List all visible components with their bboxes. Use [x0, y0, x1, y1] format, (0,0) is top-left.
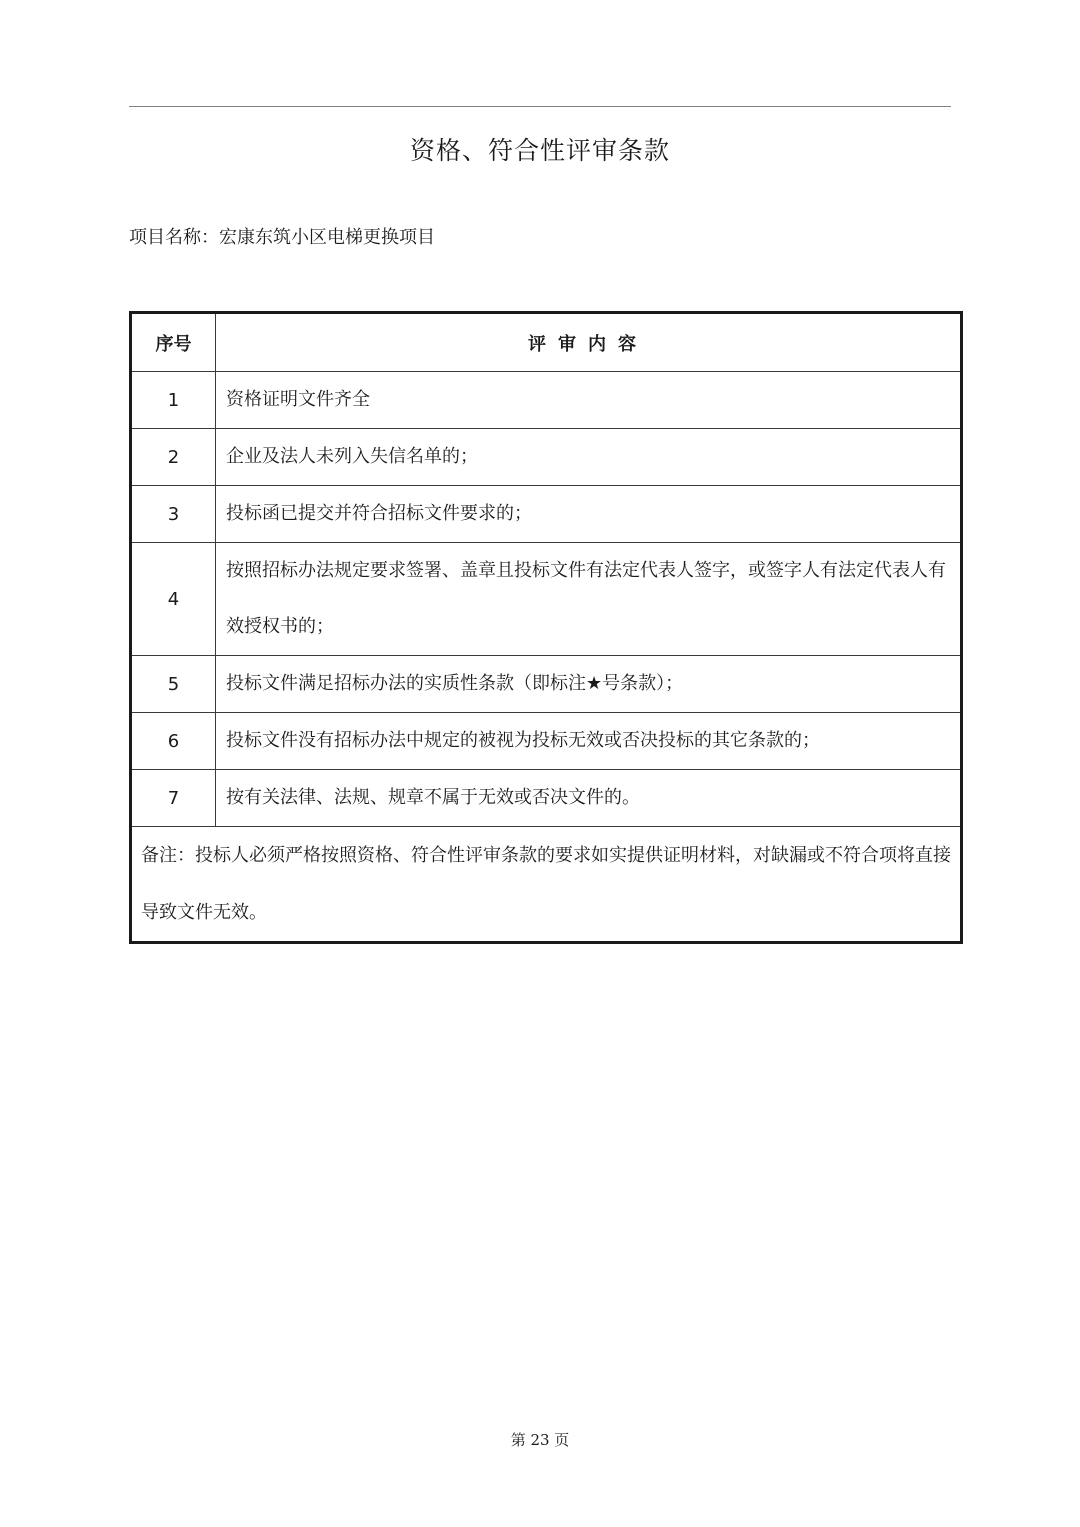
table-row: [131, 372, 962, 429]
row-number: 7: [131, 770, 216, 827]
row-number: 4: [131, 543, 216, 656]
table-row: [131, 486, 962, 543]
header-rule: [129, 106, 951, 107]
table-row: [131, 543, 962, 656]
page-number: 第 23 页: [510, 1431, 570, 1449]
table-row: [131, 429, 962, 486]
table-header-row: [131, 313, 962, 372]
row-number: 1: [131, 372, 216, 429]
document-title: 资格、符合性评审条款: [409, 136, 670, 165]
row-number: 6: [131, 713, 216, 770]
row-number: 3: [131, 486, 216, 543]
row-content: 按有关法律、法规、规章不属于无效或否决文件的。: [216, 770, 962, 827]
row-content: 投标文件没有招标办法中规定的被视为投标无效或否决投标的其它条款的；: [216, 713, 962, 770]
header-content: 评审内容: [216, 313, 962, 372]
header-no: 序号: [131, 313, 216, 372]
table-note-row: [131, 827, 962, 943]
table-note: 备注：投标人必须严格按照资格、符合性评审条款的要求如实提供证明材料，对缺漏或不符合项将直接导致文件无效。: [131, 827, 962, 943]
row-content: 按照招标办法规定要求签署、盖章且投标文件有法定代表人签字，或签字人有法定代表人有效授权书的；: [216, 543, 962, 656]
table-row: [131, 770, 962, 827]
project-name: 项目名称：宏康东筑小区电梯更换项目: [129, 227, 435, 248]
evaluation-table: [129, 311, 963, 944]
row-content: 投标文件满足招标办法的实质性条款（即标注★号条款）；: [216, 656, 962, 713]
table-row: [131, 713, 962, 770]
row-number: 5: [131, 656, 216, 713]
row-content: 投标函已提交并符合招标文件要求的；: [216, 486, 962, 543]
row-content: 资格证明文件齐全: [216, 372, 962, 429]
row-content: 企业及法人未列入失信名单的；: [216, 429, 962, 486]
table-row: [131, 656, 962, 713]
row-number: 2: [131, 429, 216, 486]
